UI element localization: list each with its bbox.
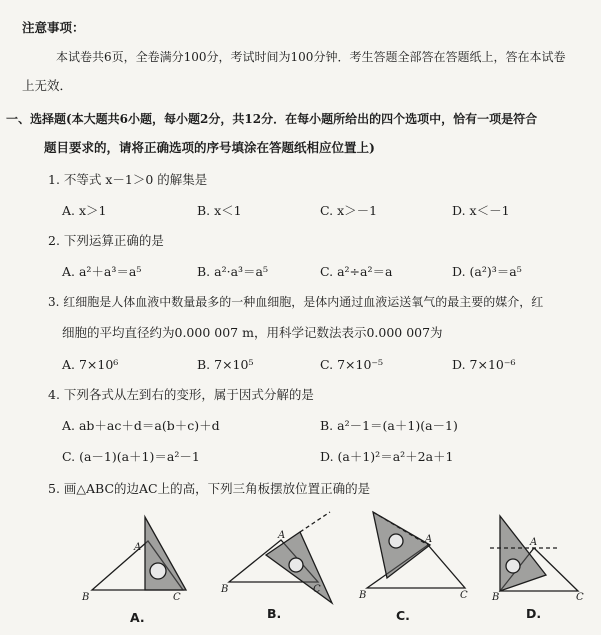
question-2-option-a: A. a²＋a³＝a⁵ [62,264,142,279]
figure-a-set-square [145,517,186,590]
question-3-option-b: B. 7×10⁵ [197,357,254,372]
question-1-option-d: D. x＜－1 [452,203,510,218]
notice-line-1: 本试卷共6页，全卷满分100分，考试时间为100分钟．考生答题全部答在答题纸上，答在本试卷 [56,50,566,64]
figure-a-point-c: C [173,592,181,603]
question-2-option-d: D. (a²)³＝a⁵ [452,264,522,279]
question-5-stem: 5. 画△ABC的边AC上的高，下列三角板摆放位置正确的是 [48,481,371,496]
figure-b-label: B. [267,606,282,621]
question-2-option-b: B. a²·a³＝a⁵ [197,264,268,279]
figure-a-point-b: B [82,592,90,603]
question-3-option-d: D. 7×10⁻⁶ [452,357,516,372]
question-4-option-c: C. (a－1)(a＋1)＝a²－1 [62,449,200,464]
figure-b-hole [289,558,303,572]
figure-b-point-c: C [313,584,321,595]
question-1-option-a: A. x＞1 [62,203,107,218]
notice-line-2: 上无效． [22,78,73,93]
question-2-option-c: C. a²÷a²＝a [320,264,393,279]
section-1-instructions: 题目要求的，请将正确选项的序号填涂在答题纸相应位置上) [44,140,375,155]
figure-d-point-c: C [576,592,584,603]
question-3-stem-line-2: 细胞的平均直径约为0.000 007 m，用科学记数法表示0.000 007为 [62,325,443,340]
question-1-stem: 1. 不等式 x－1＞0 的解集是 [48,172,208,187]
figure-a-point-a: A [134,542,142,553]
question-4-option-b: B. a²－1＝(a＋1)(a－1) [320,418,458,433]
figure-d-point-a: A [530,537,538,548]
question-3-option-a: A. 7×10⁶ [62,357,119,372]
figure-a-hole [150,563,166,579]
figure-b-extension-line [300,512,330,532]
question-4-option-d: D. (a＋1)²＝a²＋2a＋1 [320,449,454,464]
figure-d-point-b: B [492,592,500,603]
figure-c-hole [389,534,403,548]
figure-b-point-a: A [278,530,286,541]
figure-d-hole [506,559,520,573]
question-4-stem: 4. 下列各式从左到右的变形，属于因式分解的是 [48,387,314,402]
figure-d-label: D. [526,606,542,621]
question-1-option-c: C. x＞－1 [320,203,378,218]
section-1-heading: 一、选择题(本大题共6小题，每小题2分，共12分．在每小题所给出的四个选项中，恰有一项是符合 [6,112,538,126]
figure-c-point-c: C [460,590,468,601]
figure-c-label: C. [396,608,410,623]
figure-c-point-b: B [359,590,367,601]
question-3-option-c: C. 7×10⁻⁵ [320,357,384,372]
figure-c-point-a: A [425,534,433,545]
figure-a-label: A. [130,610,145,625]
question-2-stem: 2. 下列运算正确的是 [48,233,164,248]
figure-b-point-b: B [221,584,229,595]
question-1-option-b: B. x＜1 [197,203,242,218]
question-4-option-a: A. ab＋ac＋d＝a(b＋c)＋d [62,418,220,433]
question-3-stem-line-1: 3. 红细胞是人体血液中数量最多的一种血细胞，是体内通过血液运送氧气的最主要的媒介，红 [48,295,544,309]
notice-heading: 注意事项： [22,20,85,35]
